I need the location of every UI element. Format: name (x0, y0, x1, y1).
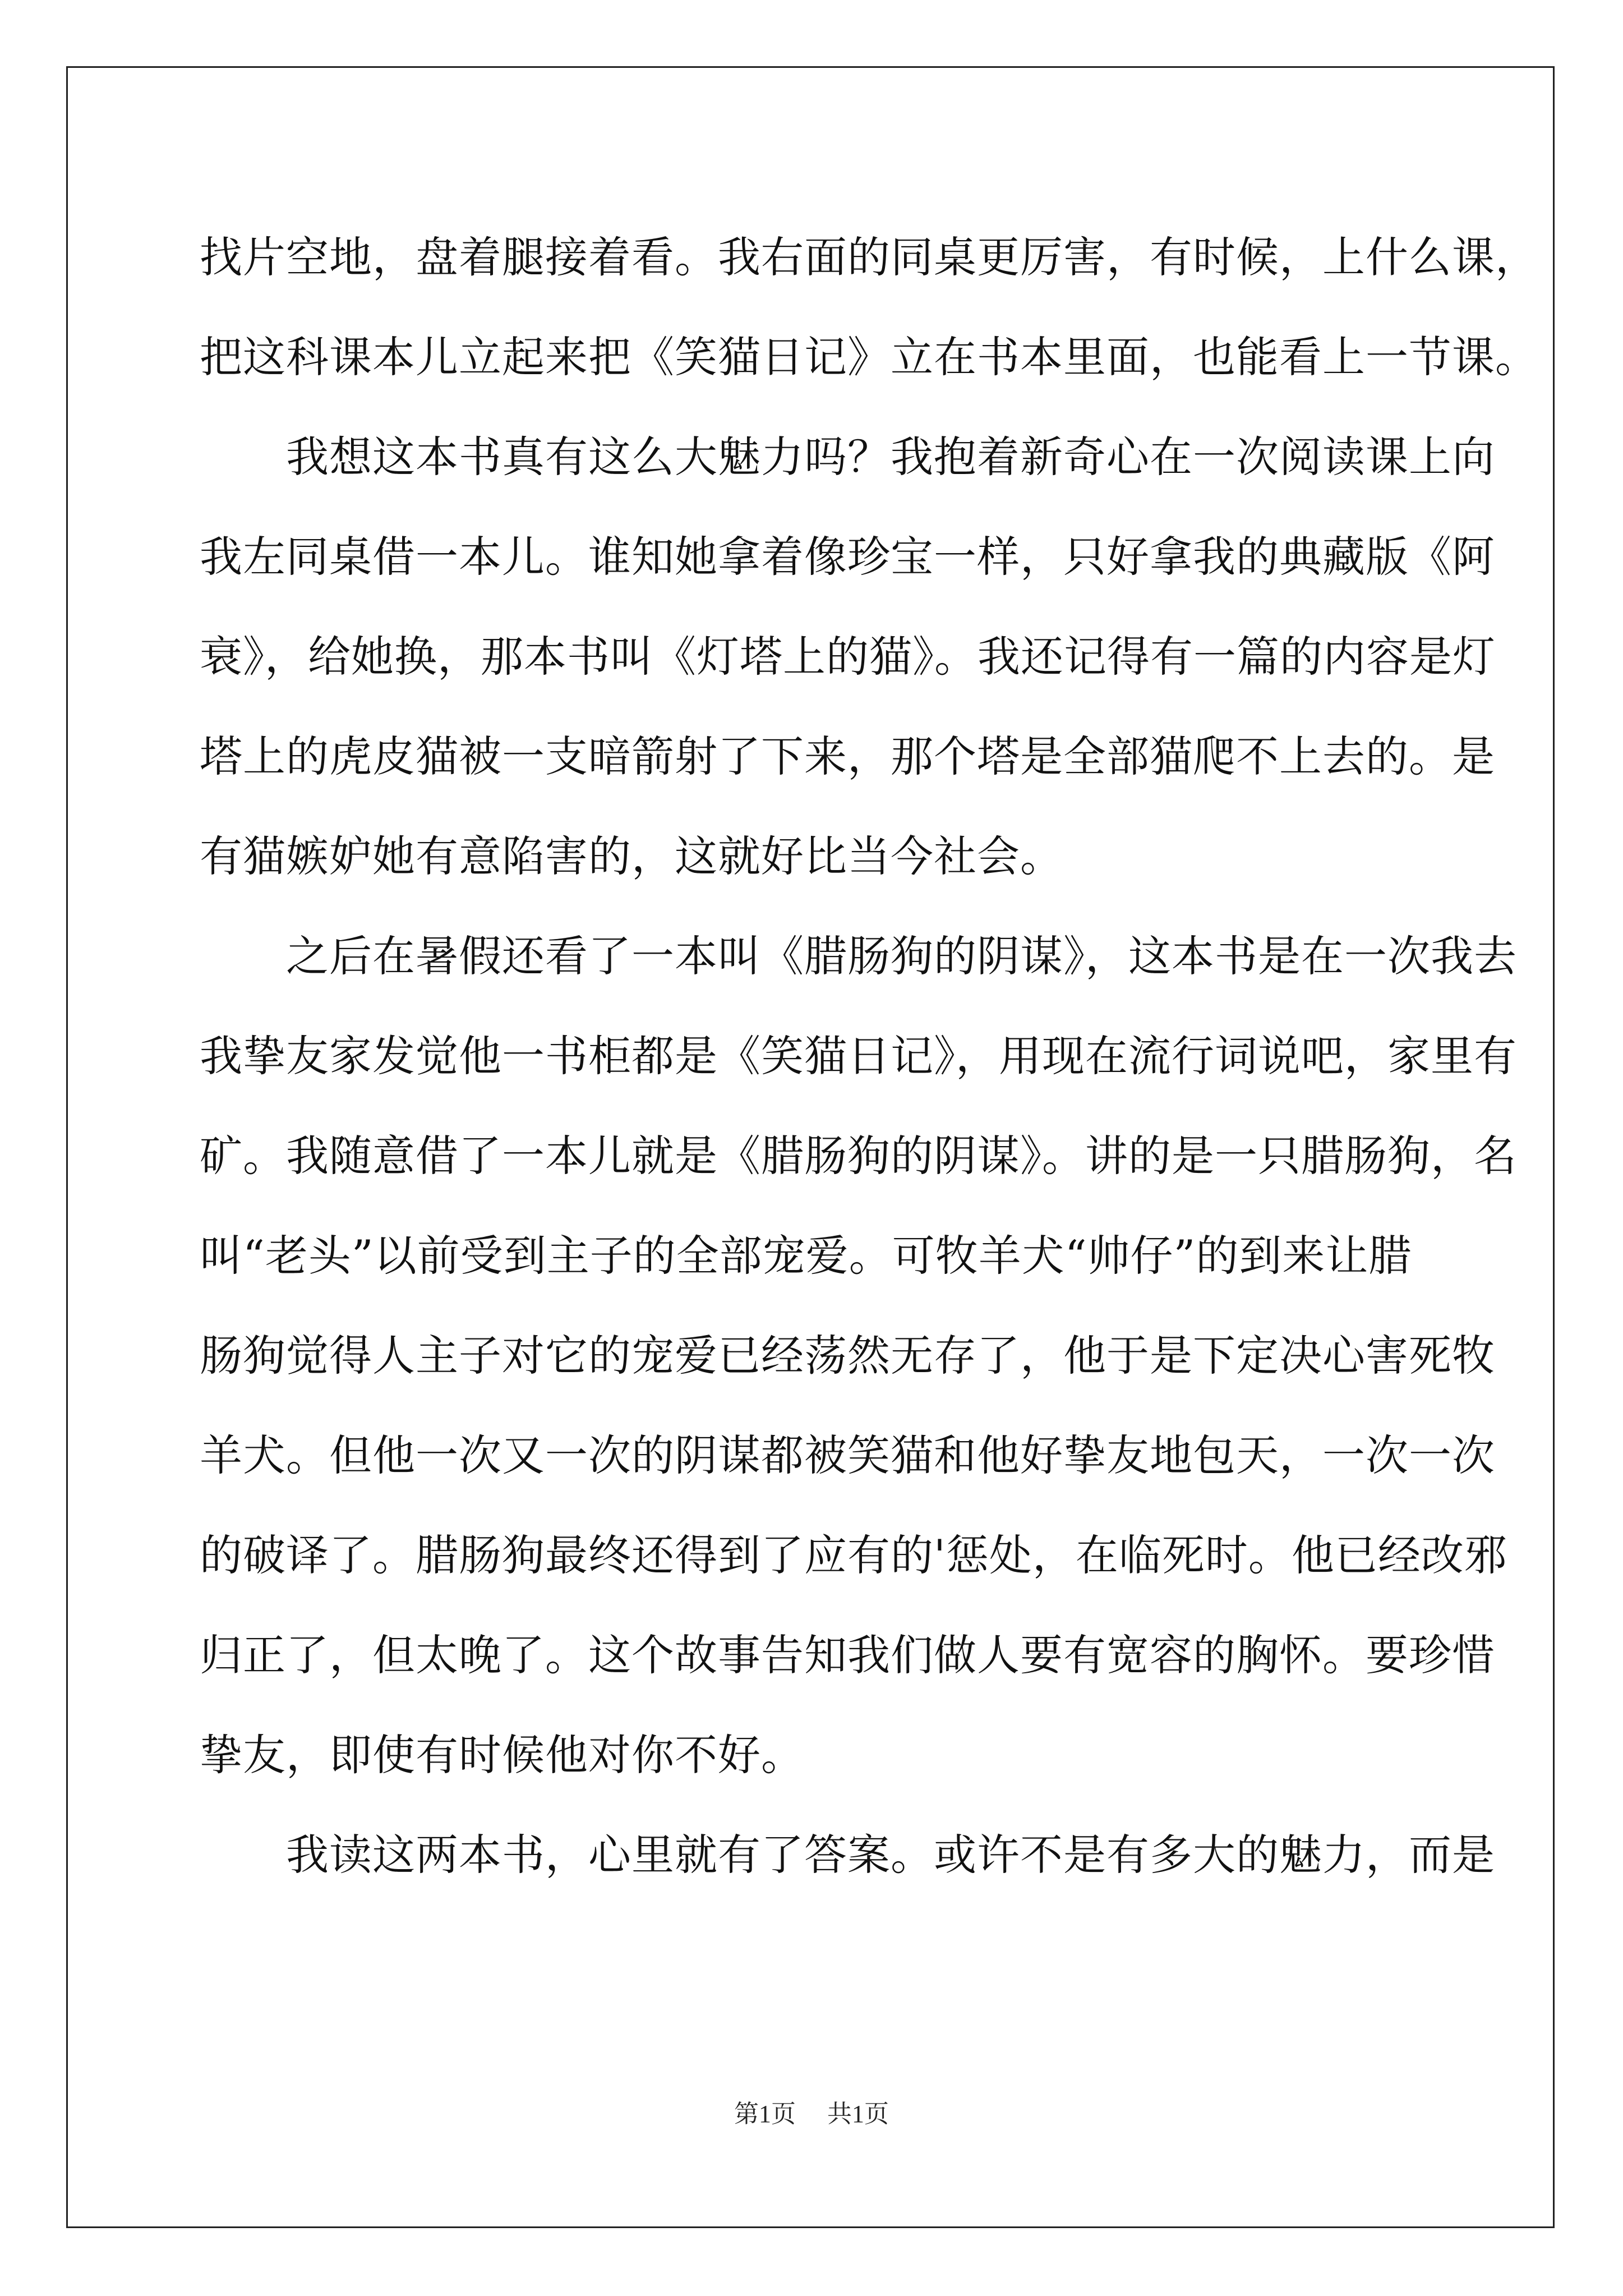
text-line: 挚友，即使有时候他对你不好。 (200, 1730, 804, 1780)
text-line: 矿。我随意借了一本儿就是《腊肠狗的阴谋》。讲的是一只腊肠狗，名 (200, 1131, 1517, 1181)
document-body (200, 208, 1538, 1905)
text-line: 叫“老头”以前受到主子的全部宠爱。可牧羊犬“帅仔”的到来让腊 (200, 1231, 1412, 1281)
page-total: 共1页 (827, 2100, 889, 2128)
text-line: 肠狗觉得人主子对它的宠爱已经荡然无存了，他于是下定决心害死牧 (200, 1331, 1495, 1381)
text-line: 把这科课本儿立起来把《笑猫日记》立在书本里面，也能看上一节课。 (200, 332, 1538, 382)
text-line: 羊犬。但他一次又一次的阴谋都被笑猫和他好挚友地包天，一次一次 (200, 1430, 1495, 1480)
page-footer (0, 2093, 1623, 2129)
text-line: 我读这两本书，心里就有了答案。或许不是有多大的魅力，而是 (200, 1830, 1495, 1880)
text-line: 我挚友家发觉他一书柜都是《笑猫日记》，用现在流行词说吧，家里有 (200, 1031, 1517, 1081)
text-line: 我想这本书真有这么大魅力吗？我抱着新奇心在一次阅读课上向 (200, 432, 1495, 482)
text-line: 塔上的虎皮猫被一支暗箭射了下来，那个塔是全部猫爬不上去的。是 (200, 731, 1495, 781)
text-line: 我左同桌借一本儿。谁知她拿着像珍宝一样，只好拿我的典藏版《阿 (200, 532, 1495, 582)
page-number: 第1页 (734, 2100, 796, 2128)
text-line: 归正了，但太晚了。这个故事告知我们做人要有宽容的胸怀。要珍惜 (200, 1630, 1495, 1680)
text-line: 之后在暑假还看了一本叫《腊肠狗的阴谋》，这本书是在一次我去 (200, 931, 1517, 981)
text-line: 有猫嫉妒她有意陷害的，这就好比当今社会。 (200, 831, 1063, 881)
text-line: 的破译了。腊肠狗最终还得到了应有的'惩处，在临死时。他已经改邪 (200, 1530, 1507, 1580)
text-line: 找片空地，盘着腿接着看。我右面的同桌更厉害，有时候，上什么课， (200, 232, 1538, 282)
text-line: 衰》，给她换，那本书叫《灯塔上的猫》。我还记得有一篇的内容是灯 (200, 632, 1496, 682)
